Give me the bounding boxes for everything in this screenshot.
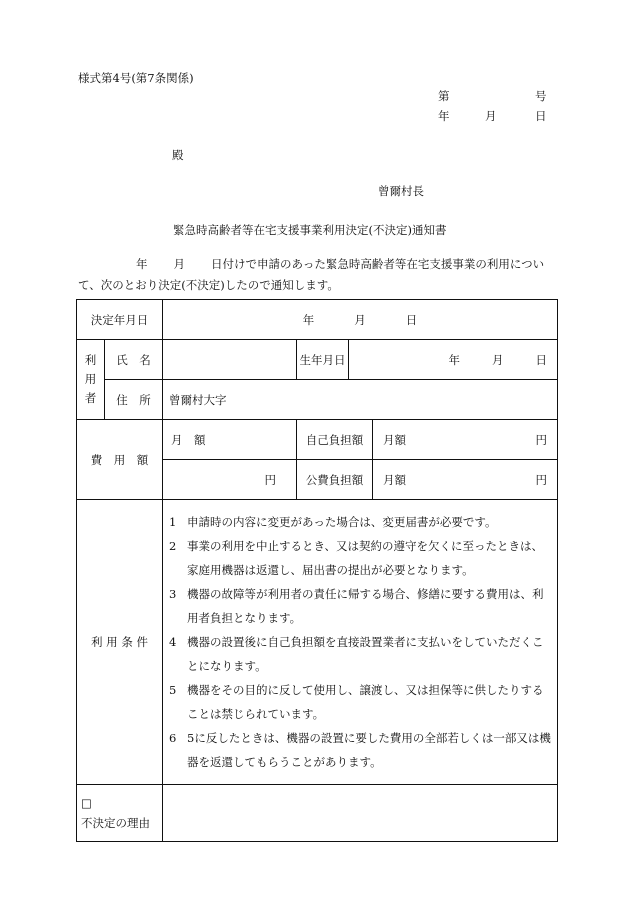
public-burden-label: 公費負担額 [297,460,373,500]
document-title: 緊急時高齢者等在宅支援事業利用決定(不決定)通知書 [173,223,447,237]
reason-label-cell [77,785,163,842]
address-field[interactable]: 曾爾村大字 [163,380,558,420]
addressee: 殿 [172,148,184,162]
public-burden-field[interactable]: 月額 円 [373,460,558,500]
conditions-label: 利 用 条 件 [77,500,163,785]
form-number: 様式第4号(第7条関係) [78,71,194,85]
condition-item: 2 事業の利用を中止するとき、又は契約の遵守を欠くに至ったときは、家庭用機器は返還し、届出書の提出が必要となります。 [169,539,544,577]
body-year: 年 [136,257,148,271]
reason-checkbox[interactable]: □ [81,796,92,810]
self-burden-field[interactable]: 月額 円 [373,420,558,460]
user-label: 利 用 者 [77,340,105,420]
body-text: 日付けで申請のあった緊急時高齢者等在宅支援事業の利用について、次のとおり決定(不決定)したので通知します。 [78,257,545,292]
issue-date-day: 日 [535,109,547,123]
doc-number-suffix: 号 [535,89,547,103]
monthly-amount-label: 月 額 [163,420,297,460]
conditions-list [163,500,558,785]
issue-date-month: 月 [485,109,497,123]
birth-day: 日 [535,352,547,367]
address-label: 住 所 [105,380,163,420]
reason-field[interactable] [163,785,558,842]
birthdate-field[interactable] [349,340,558,380]
decision-month: 月 [354,312,366,327]
body-paragraph [78,254,560,296]
self-burden-label: 自己負担額 [297,420,373,460]
condition-item: 6 5に反したときは、機器の設置に要した費用の全部若しくは一部又は機器を返還してもらうことがあります。 [169,731,551,769]
body-month: 月 [173,257,185,271]
decision-day: 日 [405,312,418,327]
monthly-amount-field[interactable]: 円 [163,460,297,500]
condition-item: 3 機器の故障等が利用者の責任に帰する場合、修繕に要する費用は、利用者負担となります。 [169,587,544,625]
condition-item: 5 機器をその目的に反して使用し、譲渡し、又は担保等に供したりすることは禁じられています。 [169,683,544,721]
decision-year: 年 [302,312,315,327]
cost-label: 費 用 額 [77,420,163,500]
issuer: 曾爾村長 [378,184,424,198]
doc-number-prefix: 第 [438,89,450,103]
issue-date-year: 年 [438,109,450,123]
birthdate-label: 生年月日 [297,340,349,380]
condition-item: 1 申請時の内容に変更があった場合は、変更届書が必要です。 [169,515,497,529]
reason-label: 不決定の理由 [81,816,150,830]
condition-item: 4 機器の設置後に自己負担額を直接設置業者に支払いをしていただくことになります。 [169,635,544,673]
name-label: 氏 名 [105,340,163,380]
birth-month: 月 [492,352,504,367]
form-table [76,299,558,842]
decision-date-field[interactable] [163,300,558,340]
birth-year: 年 [448,352,460,367]
decision-date-label: 決定年月日 [77,300,163,340]
name-field[interactable] [163,340,297,380]
